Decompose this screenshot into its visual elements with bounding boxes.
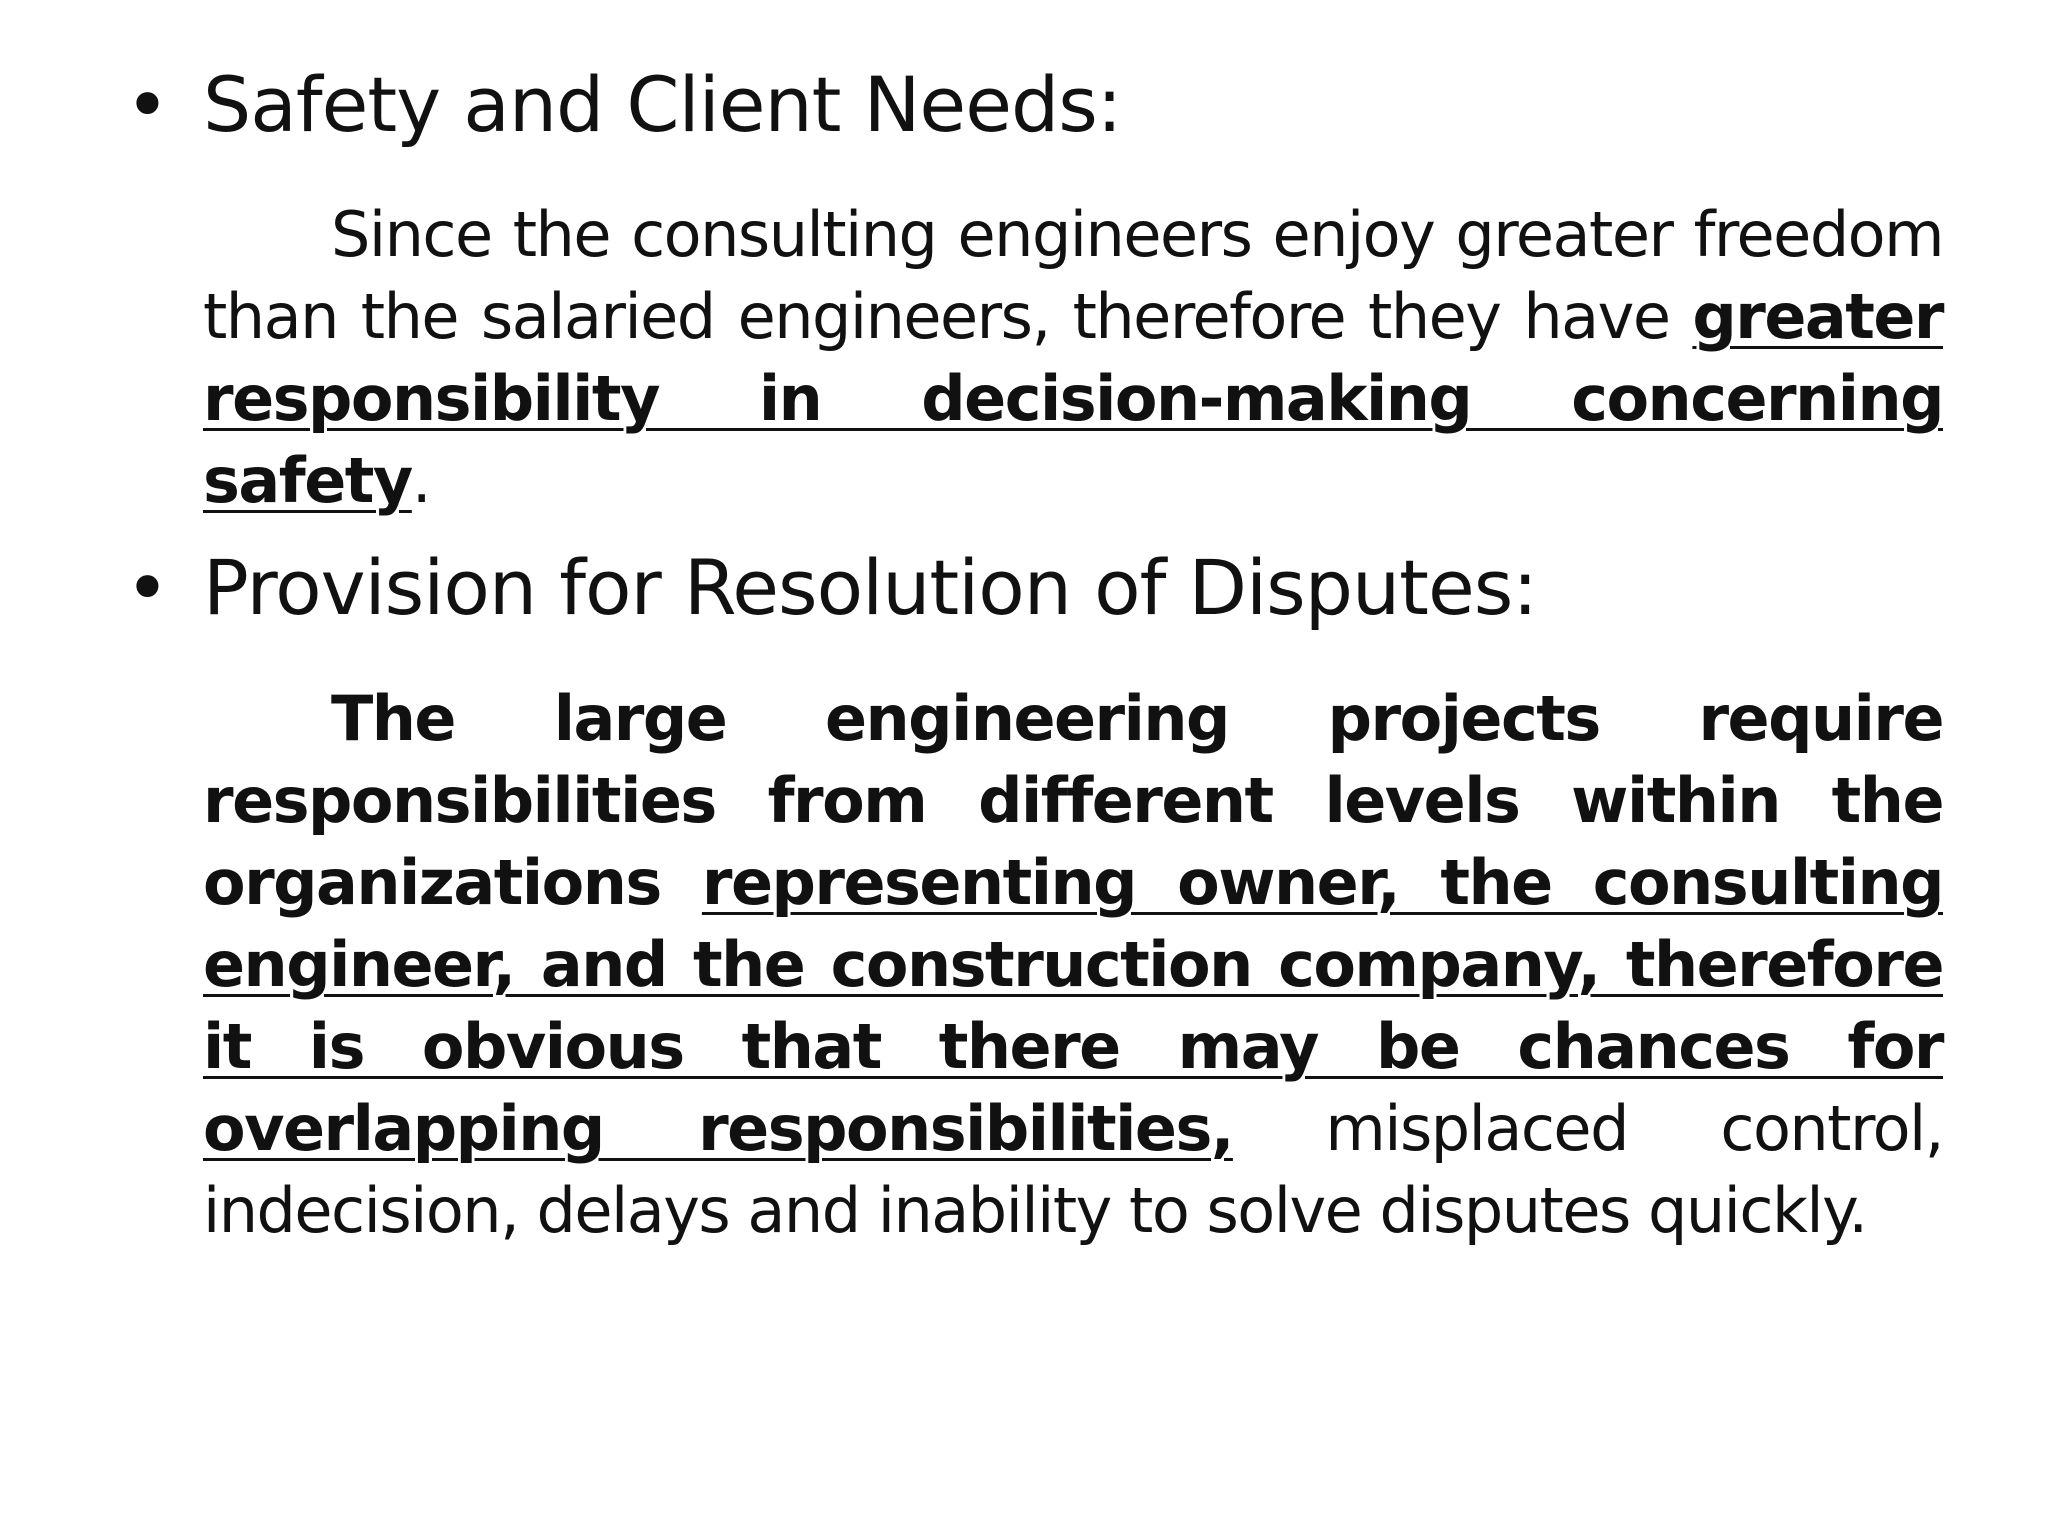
paragraph-text: Since the consulting engineers enjoy greater freedom than the salaried engineers, therefore they have	[203, 198, 1943, 353]
bullet-icon: •	[125, 60, 169, 149]
bullet-icon: •	[125, 543, 169, 632]
emphasis-text: greater responsibility in decision-making concerning safety	[203, 280, 1943, 517]
paragraph-text: misplaced control, indecision, delays and inability to solve disputes quickly.	[203, 1092, 1943, 1247]
heading-text: Safety and Client Needs:	[203, 60, 1122, 149]
heading-text: Provision for Resolution of Disputes:	[203, 543, 1537, 632]
bullet-heading-disputes	[125, 543, 1537, 632]
emphasis-text: representing owner, the consulting engineer, and the construction company, therefore it is obvious that there may be chances for overlapping responsibilities,	[203, 846, 1943, 1165]
bold-text: The large engineering projects require responsibilities from different levels within the organizations	[203, 682, 1943, 919]
bullet-heading-safety	[125, 60, 1122, 149]
paragraph-safety	[203, 194, 1943, 522]
paragraph-disputes	[203, 678, 1943, 1252]
paragraph-text: .	[411, 444, 431, 517]
